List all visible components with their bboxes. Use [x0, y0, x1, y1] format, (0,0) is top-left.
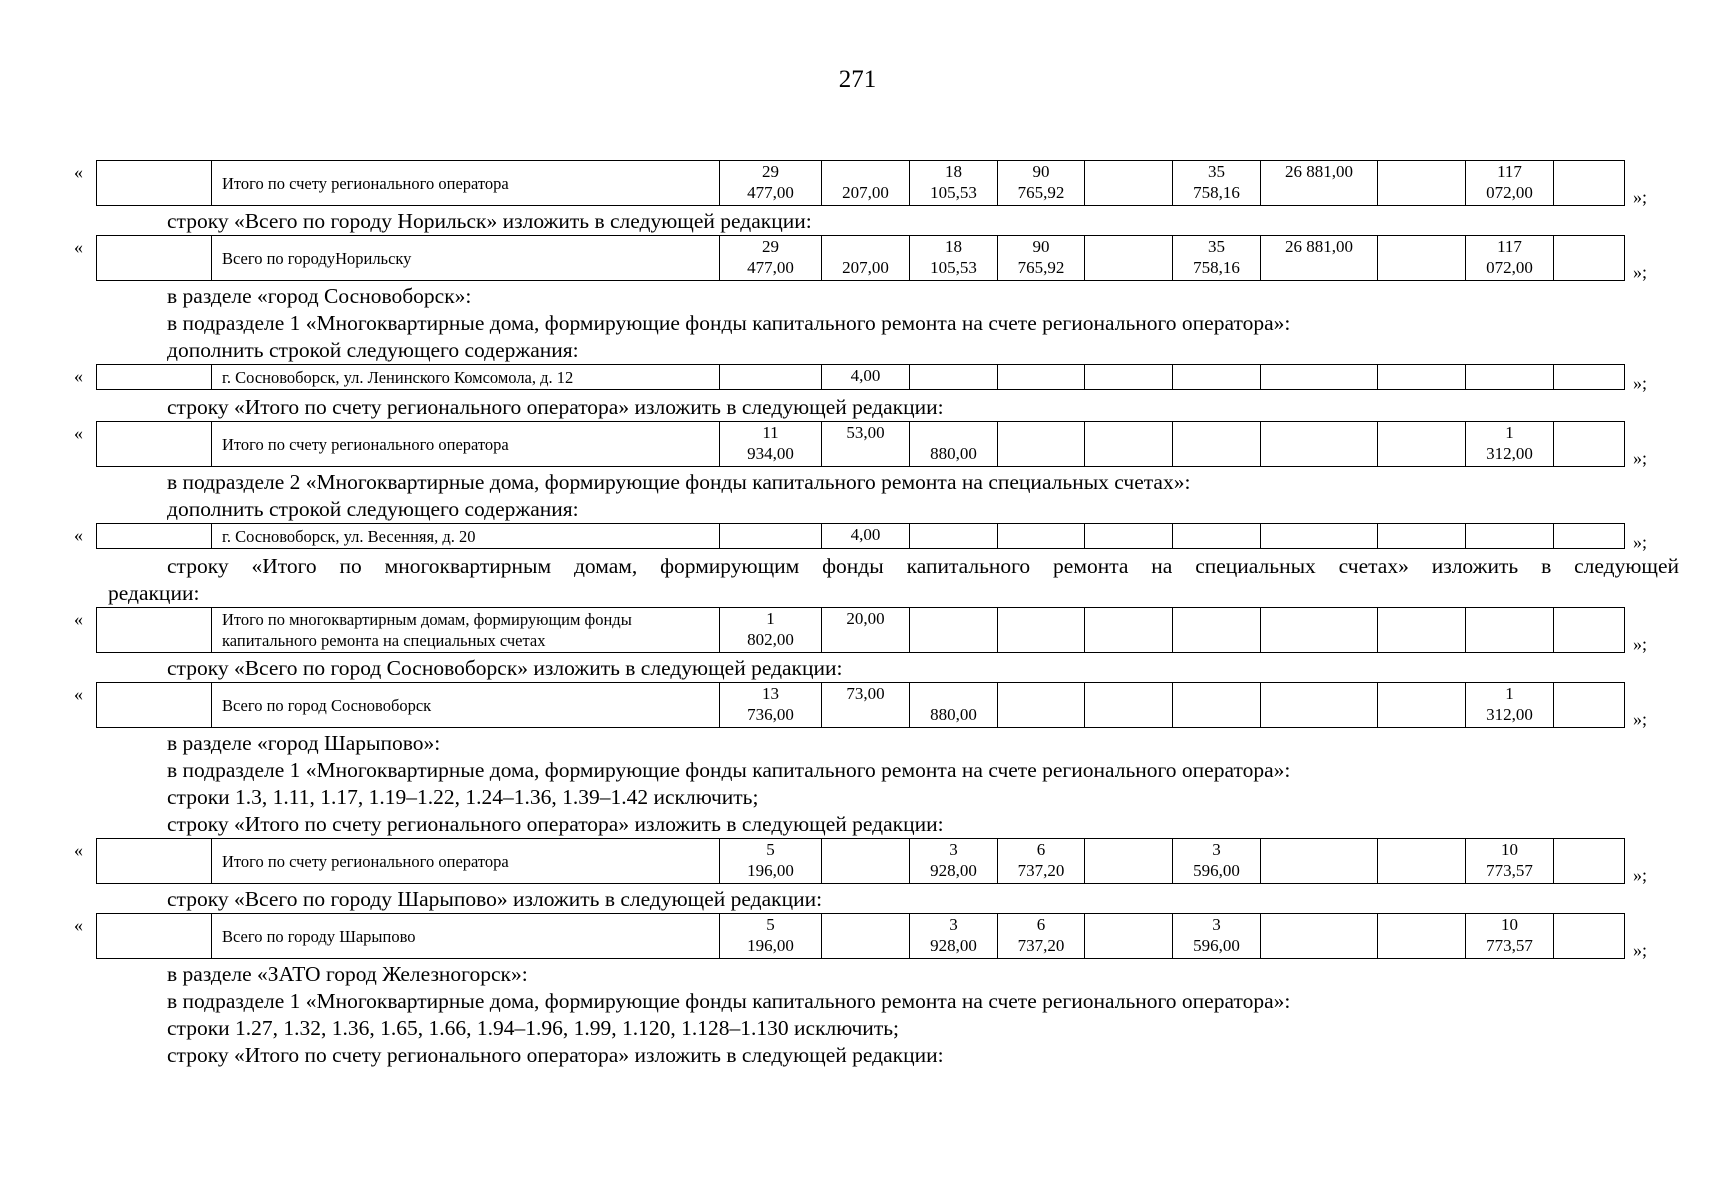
data-table [96, 160, 1625, 206]
value-cell [822, 914, 910, 959]
row-number-cell [97, 236, 212, 281]
value-cell [1173, 365, 1261, 390]
closing-quote: »; [1633, 373, 1648, 393]
row-number-cell [97, 365, 212, 390]
table-row [97, 914, 1625, 959]
cell-value: 207,00 [842, 258, 889, 277]
data-table [96, 364, 1625, 390]
cell-value [1003, 365, 1079, 386]
paragraph-line: в разделе «город Сосновоборск»: [167, 284, 472, 308]
value-cell [1554, 914, 1625, 959]
value-cell [1466, 365, 1554, 390]
opening-quote: « [74, 684, 83, 704]
value-cell [1378, 839, 1466, 884]
cell-value [1559, 839, 1619, 860]
value-cell [1261, 524, 1378, 549]
cell-value: 11 [762, 423, 779, 442]
value-cell [910, 236, 998, 281]
table-row [97, 839, 1625, 884]
cell-value: 3 [1212, 915, 1221, 934]
paragraph-line: дополнить строкой следующего содержания: [167, 497, 579, 521]
cell-value: 207,00 [842, 183, 889, 202]
closing-quote: »; [1633, 940, 1648, 960]
cell-value: 105,53 [930, 183, 977, 202]
value-cell [1554, 683, 1625, 728]
table-row-block [0, 682, 1715, 730]
cell-value: 6 [1036, 840, 1046, 859]
cell-value [1383, 524, 1460, 545]
closing-quote: »; [1633, 865, 1648, 885]
cell-value [915, 422, 992, 443]
value-cell [1378, 683, 1466, 728]
value-cell [998, 365, 1085, 390]
cell-value: 5 [766, 840, 775, 859]
cell-value [1090, 683, 1167, 704]
cell-value: 196,00 [747, 936, 794, 955]
cell-value: 737,20 [1017, 861, 1065, 880]
cell-value [1003, 608, 1079, 629]
data-table [96, 607, 1625, 653]
paragraph-line: в разделе «ЗАТО город Железногорск»: [167, 962, 528, 986]
value-cell [1554, 365, 1625, 390]
value-cell [1466, 683, 1554, 728]
value-cell [1085, 161, 1173, 206]
value-cell [910, 161, 998, 206]
cell-value [725, 365, 816, 386]
paragraph-line: строку «Всего по городу Шарыпово» изложить в следующей редакции: [167, 887, 823, 911]
cell-value [725, 524, 816, 545]
table-row [97, 422, 1625, 467]
cell-value [1383, 608, 1460, 629]
closing-quote: »; [1633, 448, 1648, 468]
value-cell [822, 422, 910, 467]
value-cell [822, 608, 910, 653]
value-cell [1466, 236, 1554, 281]
cell-value [1178, 608, 1255, 629]
cell-value: 3 [1212, 840, 1221, 859]
opening-quote: « [74, 915, 83, 935]
cell-value [1471, 365, 1548, 386]
cell-value [1266, 839, 1372, 860]
value-cell [1085, 236, 1173, 281]
value-cell [1173, 236, 1261, 281]
cell-value [1266, 365, 1372, 386]
value-cell [822, 524, 910, 549]
value-cell [720, 524, 822, 549]
value-cell [720, 161, 822, 206]
cell-value [1178, 683, 1255, 704]
value-cell [1554, 161, 1625, 206]
value-cell [822, 236, 910, 281]
table-row-block [0, 160, 1715, 208]
value-cell [1173, 608, 1261, 653]
row-number-cell [97, 524, 212, 549]
cell-value: 90 [1032, 162, 1050, 181]
value-cell [720, 236, 822, 281]
cell-value: 880,00 [930, 705, 977, 724]
cell-value [915, 524, 992, 545]
cell-value: 880,00 [930, 444, 977, 463]
cell-value: 18 [945, 237, 962, 256]
cell-value [1178, 365, 1255, 386]
cell-value [1383, 914, 1460, 935]
value-cell [1085, 683, 1173, 728]
paragraph-line: дополнить строкой следующего содержания: [167, 338, 579, 362]
row-name-cell: Всего по городу Шарыпово [212, 914, 720, 959]
opening-quote: « [74, 525, 83, 545]
cell-value: 477,00 [747, 183, 794, 202]
value-cell [1554, 608, 1625, 653]
row-name-cell: Всего по город Сосновоборск [212, 683, 720, 728]
cell-value: 758,16 [1193, 183, 1240, 202]
row-name-cell: Всего по городуНорильску [212, 236, 720, 281]
value-cell [1085, 422, 1173, 467]
cell-value: 1 [1505, 684, 1514, 703]
cell-value [1383, 422, 1460, 443]
cell-value: 105,53 [930, 258, 977, 277]
value-cell [1466, 161, 1554, 206]
value-cell [720, 365, 822, 390]
data-table [96, 682, 1625, 728]
cell-value [1383, 161, 1460, 182]
cell-value [1266, 422, 1372, 443]
cell-value: 90 [1032, 237, 1050, 256]
cell-value: 072,00 [1486, 258, 1533, 277]
value-cell [1466, 839, 1554, 884]
table-row [97, 236, 1625, 281]
value-cell [998, 161, 1085, 206]
value-cell [720, 839, 822, 884]
cell-value: 765,92 [1017, 183, 1065, 202]
cell-value: 596,00 [1193, 936, 1240, 955]
value-cell [1378, 422, 1466, 467]
value-cell [910, 914, 998, 959]
cell-value [915, 365, 992, 386]
cell-value: 35 [1208, 237, 1225, 256]
value-cell [1173, 914, 1261, 959]
paragraph-line: в подразделе 2 «Многоквартирные дома, формирующие фонды капитального ремонта на специальных счетах»: [167, 470, 1191, 494]
cell-value [1559, 524, 1619, 545]
closing-quote: »; [1633, 187, 1648, 207]
data-table [96, 838, 1625, 884]
table-row-block [0, 913, 1715, 961]
value-cell [1466, 422, 1554, 467]
cell-value: 773,57 [1486, 861, 1533, 880]
value-cell [1466, 608, 1554, 653]
value-cell [1554, 422, 1625, 467]
cell-value: 736,00 [747, 705, 794, 724]
row-number-cell [97, 422, 212, 467]
page-number: 271 [838, 66, 877, 93]
value-cell [720, 608, 822, 653]
document-body [0, 160, 1715, 1069]
row-name-cell: Итого по счету регионального оператора [212, 422, 720, 467]
value-cell [998, 236, 1085, 281]
value-cell [1085, 914, 1173, 959]
value-cell [910, 839, 998, 884]
cell-value [1178, 422, 1255, 443]
cell-value [1559, 236, 1619, 257]
data-table [96, 421, 1625, 467]
cell-value: 20,00 [846, 609, 885, 628]
value-cell [822, 683, 910, 728]
row-number-cell [97, 914, 212, 959]
value-cell [998, 683, 1085, 728]
value-cell [1261, 365, 1378, 390]
cell-value [827, 161, 904, 182]
cell-value: 477,00 [747, 258, 794, 277]
paragraph-line: в подразделе 1 «Многоквартирные дома, формирующие фонды капитального ремонта на счете регионального оператора»: [167, 989, 1291, 1013]
paragraph-line: строку «Итого по счету регионального оператора» изложить в следующей редакции: [167, 812, 944, 836]
cell-value [1559, 914, 1619, 935]
value-cell [910, 422, 998, 467]
cell-value [827, 236, 904, 257]
cell-value: 4,00 [850, 525, 881, 544]
cell-value [1003, 422, 1079, 443]
value-cell [1261, 422, 1378, 467]
value-cell [998, 524, 1085, 549]
cell-value: 1 [766, 609, 775, 628]
cell-value [915, 608, 992, 629]
opening-quote: « [74, 423, 83, 443]
table-row [97, 608, 1625, 653]
cell-value: 928,00 [930, 861, 977, 880]
value-cell [998, 422, 1085, 467]
paragraph-line: строку «Всего по городу Норильск» изложить в следующей редакции: [167, 209, 812, 233]
cell-value: 758,16 [1193, 258, 1240, 277]
table-row-block [0, 838, 1715, 886]
cell-value [1003, 683, 1079, 704]
cell-value [1559, 683, 1619, 704]
closing-quote: »; [1633, 634, 1648, 654]
cell-value [1003, 524, 1079, 545]
value-cell [720, 914, 822, 959]
cell-value: 312,00 [1486, 444, 1533, 463]
cell-value: 10 [1501, 840, 1518, 859]
value-cell [720, 683, 822, 728]
value-cell [1378, 914, 1466, 959]
cell-value [1090, 839, 1167, 860]
row-name-cell: г. Сосновоборск, ул. Весенняя, д. 20 [212, 524, 720, 549]
data-table [96, 523, 1625, 549]
value-cell [1378, 236, 1466, 281]
paragraph-line: строку «Итого по счету регионального оператора» изложить в следующей редакции: [167, 1043, 944, 1067]
cell-value [1266, 683, 1372, 704]
value-cell [910, 683, 998, 728]
cell-value: 5 [766, 915, 775, 934]
value-cell [1173, 161, 1261, 206]
value-cell [1554, 839, 1625, 884]
cell-value: 13 [762, 684, 779, 703]
data-table [96, 235, 1625, 281]
cell-value [1090, 608, 1167, 629]
value-cell [1173, 683, 1261, 728]
cell-value [1090, 236, 1167, 257]
value-cell [1261, 914, 1378, 959]
value-cell [1173, 422, 1261, 467]
opening-quote: « [74, 162, 83, 182]
cell-value: 117 [1497, 162, 1522, 181]
value-cell [998, 914, 1085, 959]
value-cell [1378, 608, 1466, 653]
cell-value [1266, 914, 1372, 935]
paragraph-line: строки 1.3, 1.11, 1.17, 1.19–1.22, 1.24–1.36, 1.39–1.42 исключить; [167, 785, 759, 809]
cell-value [1383, 839, 1460, 860]
cell-value: 18 [945, 162, 962, 181]
cell-value: 29 [762, 237, 779, 256]
cell-value: 072,00 [1486, 183, 1533, 202]
cell-value [1090, 422, 1167, 443]
value-cell [1085, 608, 1173, 653]
paragraph-line: в подразделе 1 «Многоквартирные дома, формирующие фонды капитального ремонта на счете регионального оператора»: [167, 758, 1291, 782]
paragraph-line: строку «Всего по город Сосновоборск» изложить в следующей редакции: [167, 656, 843, 680]
cell-value [1471, 524, 1548, 545]
table-row-block [0, 607, 1715, 655]
cell-value [1559, 365, 1619, 386]
table-row [97, 365, 1625, 390]
cell-value: 596,00 [1193, 861, 1240, 880]
value-cell [1378, 524, 1466, 549]
value-cell [1466, 914, 1554, 959]
row-number-cell [97, 608, 212, 653]
value-cell [1261, 236, 1378, 281]
value-cell [1085, 365, 1173, 390]
cell-value [1266, 608, 1372, 629]
table-row-block [0, 364, 1715, 394]
row-number-cell [97, 683, 212, 728]
value-cell [910, 524, 998, 549]
cell-value [1383, 236, 1460, 257]
cell-value [1383, 683, 1460, 704]
value-cell [1173, 524, 1261, 549]
table-row [97, 524, 1625, 549]
value-cell [1378, 365, 1466, 390]
cell-value: 196,00 [747, 861, 794, 880]
cell-value: 73,00 [846, 684, 885, 703]
cell-value: 1 [1505, 423, 1514, 442]
cell-value [1383, 365, 1460, 386]
value-cell [910, 608, 998, 653]
value-cell [1173, 839, 1261, 884]
cell-value: 35 [1208, 162, 1225, 181]
value-cell [1261, 608, 1378, 653]
value-cell [822, 161, 910, 206]
cell-value: 3 [949, 840, 958, 859]
paragraph-line: строку «Итого по счету регионального оператора» изложить в следующей редакции: [167, 395, 944, 419]
closing-quote: »; [1633, 709, 1648, 729]
data-table [96, 913, 1625, 959]
value-cell [822, 365, 910, 390]
cell-value: 26 881,00 [1285, 162, 1353, 181]
value-cell [998, 608, 1085, 653]
opening-quote: « [74, 609, 83, 629]
paragraph-line: редакции: [108, 581, 200, 605]
cell-value: 3 [949, 915, 958, 934]
cell-value [915, 683, 992, 704]
paragraph-line: в подразделе 1 «Многоквартирные дома, формирующие фонды капитального ремонта на счете регионального оператора»: [167, 311, 1291, 335]
value-cell [1261, 839, 1378, 884]
cell-value [1559, 422, 1619, 443]
cell-value: 117 [1497, 237, 1522, 256]
cell-value: 928,00 [930, 936, 977, 955]
cell-value [1090, 914, 1167, 935]
cell-value: 773,57 [1486, 936, 1533, 955]
table-row [97, 161, 1625, 206]
cell-value: 4,00 [850, 366, 881, 385]
opening-quote: « [74, 840, 83, 860]
value-cell [1378, 161, 1466, 206]
row-name-cell: г. Сосновоборск, ул. Ленинского Комсомола, д. 12 [212, 365, 720, 390]
paragraph-line: в разделе «город Шарыпово»: [167, 731, 441, 755]
cell-value [1559, 161, 1619, 182]
value-cell [720, 422, 822, 467]
cell-value [1559, 608, 1619, 629]
value-cell [1554, 524, 1625, 549]
value-cell [998, 839, 1085, 884]
table-row-block [0, 421, 1715, 469]
cell-value [1471, 608, 1548, 629]
row-name-cell: Итого по счету регионального оператора [212, 161, 720, 206]
value-cell [1466, 524, 1554, 549]
row-name-cell: Итого по счету регионального оператора [212, 839, 720, 884]
row-number-cell [97, 839, 212, 884]
value-cell [910, 365, 998, 390]
value-cell [822, 839, 910, 884]
cell-value: 737,20 [1017, 936, 1065, 955]
row-name-cell: Итого по многоквартирным домам, формирующим фонды капитального ремонта на специальных счетах [212, 608, 720, 653]
cell-value: 26 881,00 [1285, 237, 1353, 256]
cell-value: 765,92 [1017, 258, 1065, 277]
table-row [97, 683, 1625, 728]
value-cell [1554, 236, 1625, 281]
cell-value [1266, 524, 1372, 545]
table-row-block [0, 235, 1715, 283]
value-cell [1085, 839, 1173, 884]
opening-quote: « [74, 366, 83, 386]
opening-quote: « [74, 237, 83, 257]
cell-value: 6 [1036, 915, 1046, 934]
value-cell [1261, 161, 1378, 206]
paragraph-line: строки 1.27, 1.32, 1.36, 1.65, 1.66, 1.94–1.96, 1.99, 1.120, 1.128–1.130 исключить; [167, 1016, 899, 1040]
closing-quote: »; [1633, 262, 1648, 282]
closing-quote: »; [1633, 532, 1648, 552]
cell-value: 10 [1501, 915, 1518, 934]
paragraph-line: строку «Итого по многоквартирным домам, формирующим фонды капитального ремонта на специальных счетах» изложить в следующей [167, 554, 1679, 578]
cell-value: 312,00 [1486, 705, 1533, 724]
cell-value: 29 [762, 162, 779, 181]
table-row-block [0, 523, 1715, 553]
cell-value: 934,00 [747, 444, 794, 463]
value-cell [1085, 524, 1173, 549]
cell-value [1178, 524, 1255, 545]
value-cell [1261, 683, 1378, 728]
cell-value [827, 839, 904, 860]
cell-value [1090, 365, 1167, 386]
cell-value [1090, 524, 1167, 545]
row-number-cell [97, 161, 212, 206]
cell-value [1090, 161, 1167, 182]
cell-value [827, 914, 904, 935]
cell-value: 802,00 [747, 630, 794, 649]
cell-value: 53,00 [846, 423, 885, 442]
